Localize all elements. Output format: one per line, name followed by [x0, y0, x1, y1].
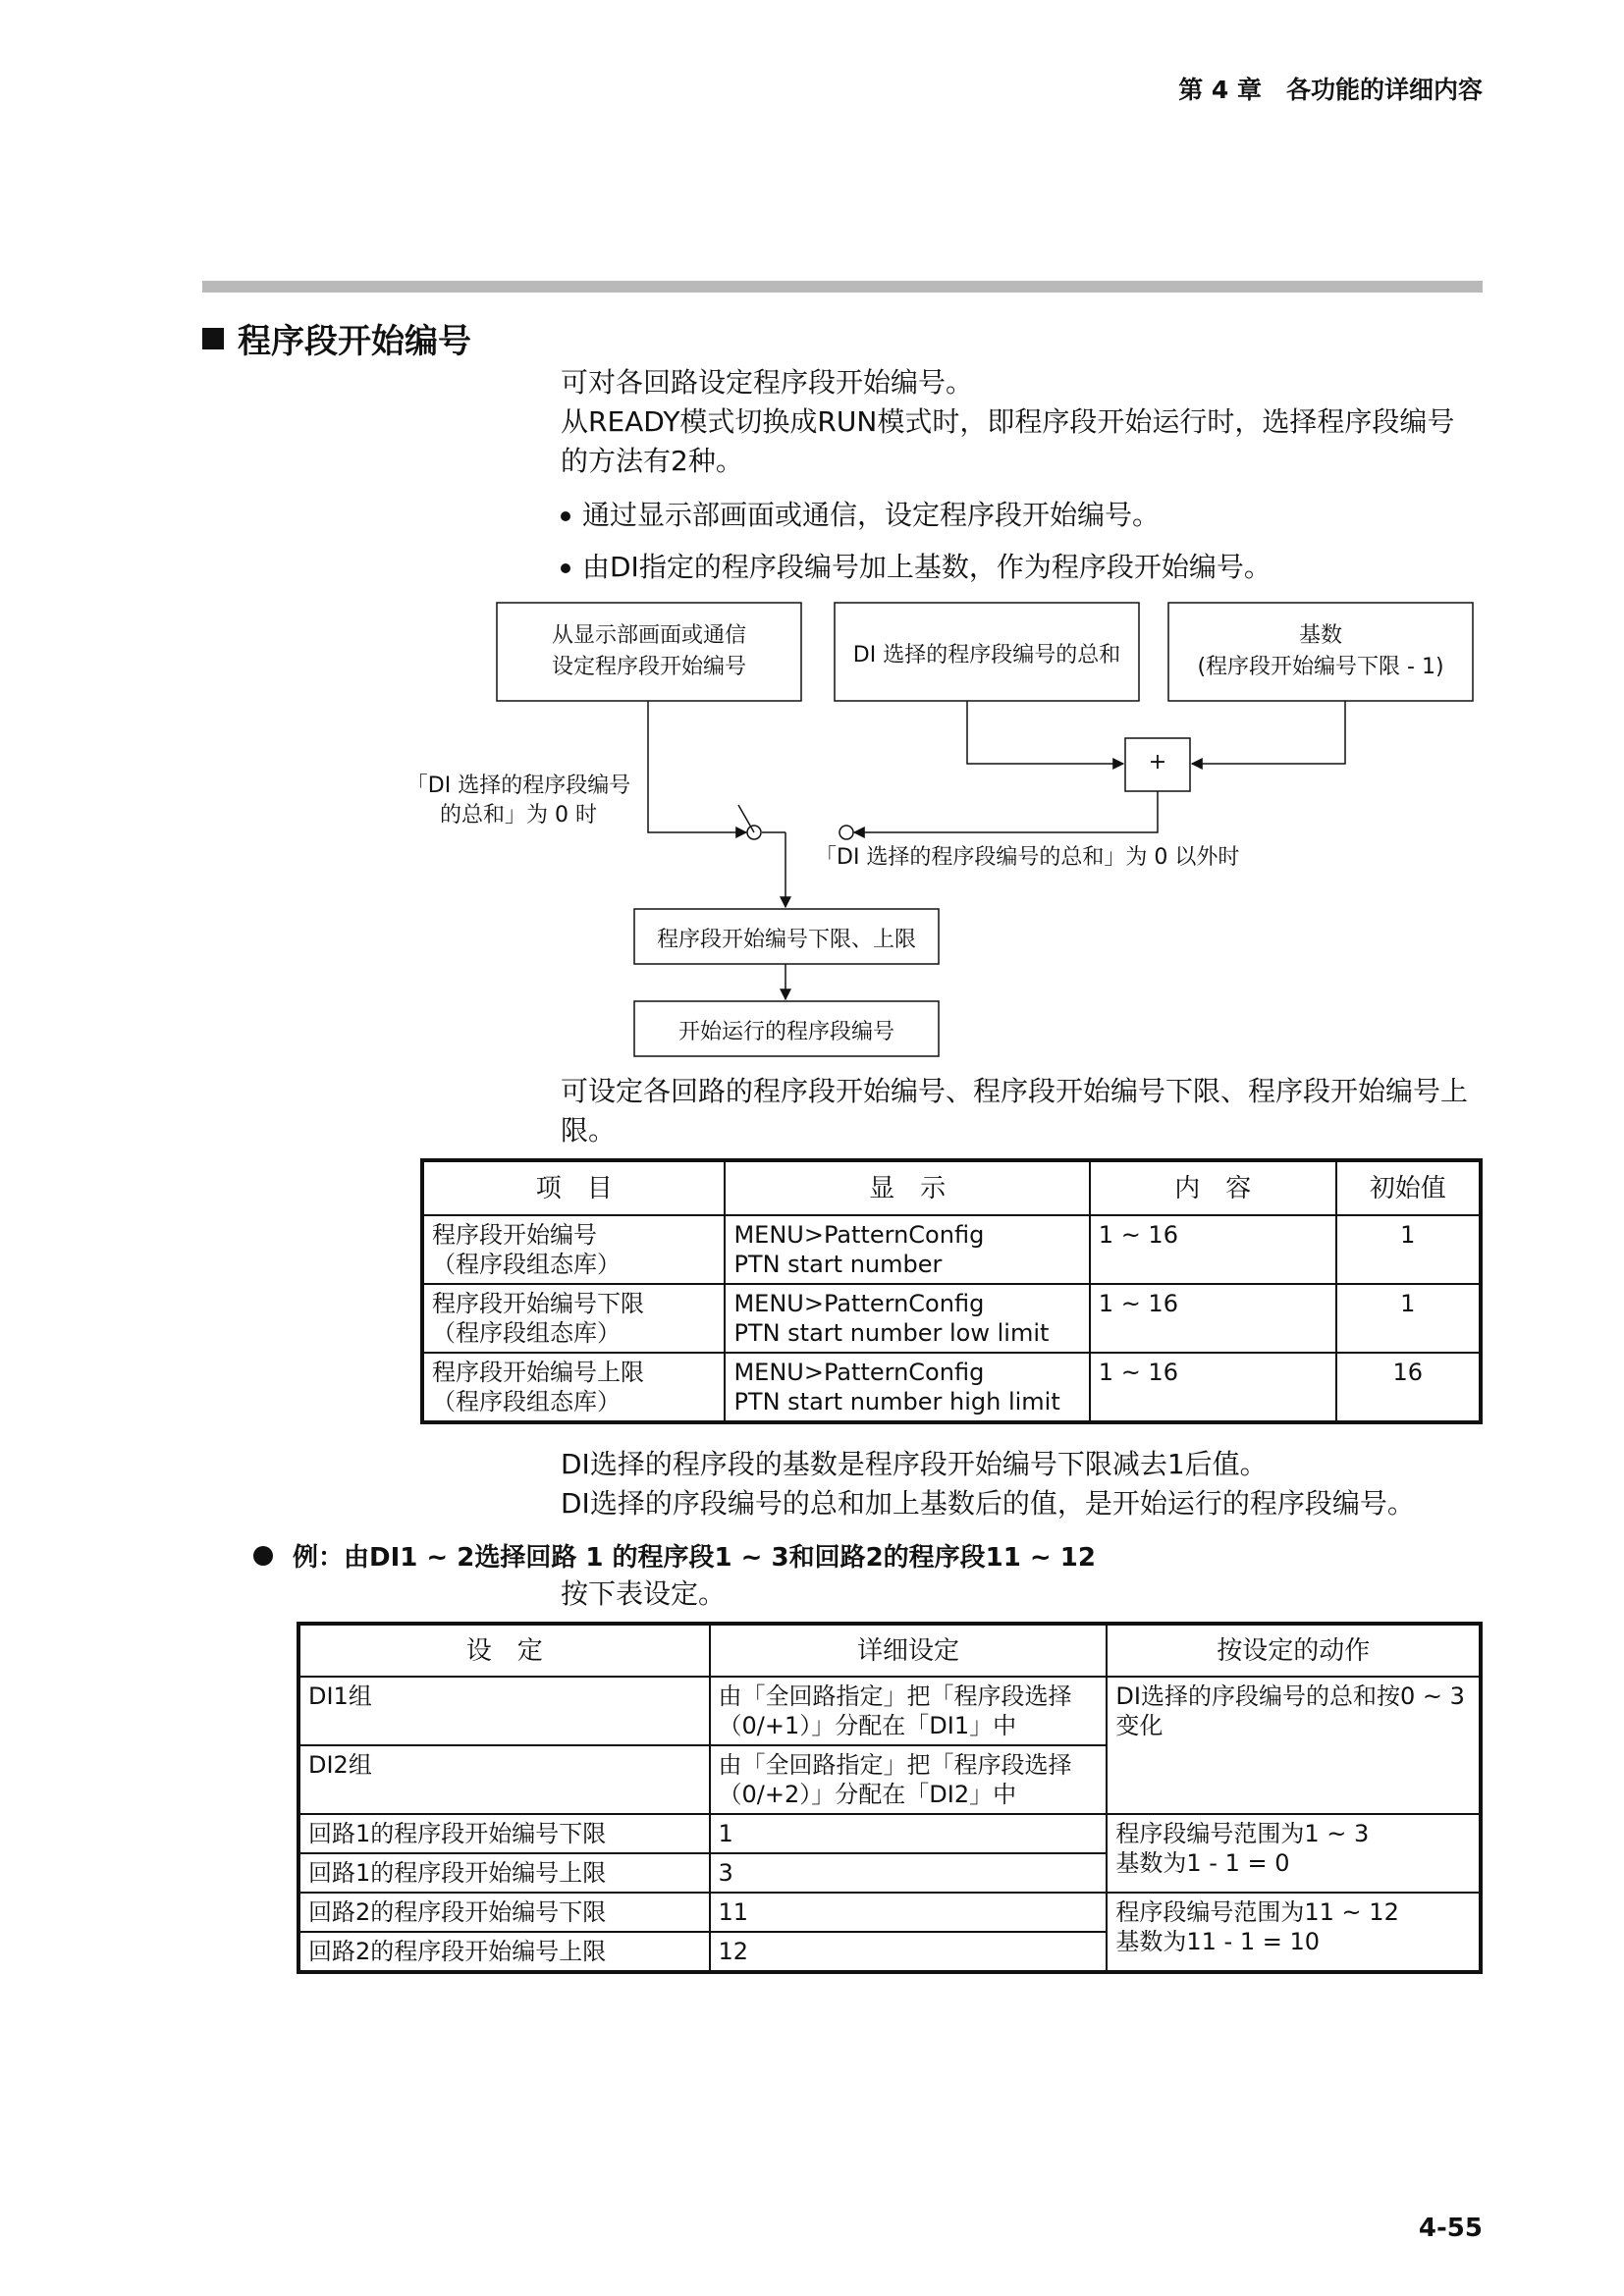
switch-lever — [738, 805, 754, 832]
box-base-line1: 基数 — [1298, 623, 1342, 648]
header-setting: 设 定 — [298, 1624, 710, 1677]
box-base-line2: (程序段开始编号下限 - 1) — [1197, 655, 1444, 679]
bullet-text: 由DI指定的程序段编号加上基数，作为程序段开始编号。 — [582, 551, 1272, 583]
cell-detail: 11 — [710, 1893, 1108, 1932]
header-action: 按设定的动作 — [1107, 1624, 1481, 1677]
box-limits-label: 程序段开始编号下限、上限 — [656, 928, 916, 952]
header-item: 项 目 — [422, 1160, 725, 1215]
cell-detail: 12 — [710, 1932, 1108, 1972]
cell-display: MENU>PatternConfig PTN start number high limit — [725, 1353, 1089, 1422]
header-detail: 详细设定 — [710, 1624, 1108, 1677]
cell-display: MENU>PatternConfig PTN start number — [725, 1215, 1089, 1284]
cell-item: 程序段开始编号下限 （程序段组态库） — [422, 1284, 725, 1353]
box-base-label — [1168, 620, 1473, 683]
table-header-row — [298, 1624, 1481, 1677]
chapter-header: 第 4 章 各功能的详细内容 — [1178, 76, 1483, 104]
table-row — [298, 1893, 1481, 1932]
after-diagram-line-1: 可设定各回路的程序段开始编号、程序段开始编号下限、程序段开始编号上 — [561, 1075, 1469, 1107]
condition-zero-label — [401, 772, 636, 830]
section-title-text: 程序段开始编号 — [238, 322, 471, 361]
flow-diagram — [0, 0, 1624, 1080]
bullet-dot-icon — [253, 1546, 273, 1566]
cell-initial: 16 — [1336, 1353, 1481, 1422]
cell-detail: 3 — [710, 1853, 1108, 1893]
table-row — [422, 1215, 1481, 1284]
cell-setting: 回路1的程序段开始编号上限 — [298, 1853, 710, 1893]
cell-item: 程序段开始编号 （程序段组态库） — [422, 1215, 725, 1284]
bullet-text: 通过显示部画面或通信，设定程序段开始编号。 — [582, 499, 1161, 531]
cell-content: 1 ~ 16 — [1090, 1284, 1336, 1353]
box-display-line2: 设定程序段开始编号 — [551, 655, 746, 679]
cell-setting: DI1组 — [298, 1677, 710, 1745]
cell-display: MENU>PatternConfig PTN start number low limit — [725, 1284, 1089, 1353]
cell-detail: 1 — [710, 1814, 1108, 1853]
header-initial: 初始值 — [1336, 1160, 1481, 1215]
cell-setting: 回路2的程序段开始编号上限 — [298, 1932, 710, 1972]
table-header-row — [422, 1160, 1481, 1215]
settings-table — [420, 1158, 1483, 1424]
plus-label: + — [1148, 750, 1167, 774]
example-title — [253, 1537, 1096, 1574]
switch-contact — [839, 826, 853, 839]
cell-detail: 由「全回路指定」把「程序段选择（0/+1）」分配在「DI1」中 — [710, 1677, 1108, 1745]
example-subtitle: 按下表设定。 — [561, 1577, 727, 1610]
cell-detail: 由「全回路指定」把「程序段选择（0/+2）」分配在「DI2」中 — [710, 1745, 1108, 1814]
table-row — [298, 1814, 1481, 1853]
table-row — [422, 1284, 1481, 1353]
condition-nonzero-label: 「DI 选择的程序段编号的总和」为 0 以外时 — [815, 845, 1240, 870]
box-display-line1: 从显示部画面或通信 — [551, 623, 746, 648]
box-start-label: 开始运行的程序段编号 — [677, 1020, 894, 1044]
cell-content: 1 ~ 16 — [1090, 1215, 1336, 1284]
intro-line-1: 可对各回路设定程序段开始编号。 — [561, 366, 974, 399]
box-display-label — [497, 620, 801, 683]
cell-action: 程序段编号范围为1 ~ 3 基数为1 - 1 = 0 — [1107, 1814, 1481, 1893]
intro-line-2: 从READY模式切换成RUN模式时，即程序段开始运行时，选择程序段编号 — [561, 405, 1455, 438]
cell-item: 程序段开始编号上限 （程序段组态库） — [422, 1353, 725, 1422]
condition-zero-line1: 「DI 选择的程序段编号 — [406, 774, 631, 798]
after-diagram-line-2: 限。 — [561, 1114, 617, 1147]
example-title-text: 例：由DI1 ~ 2选择回路 1 的程序段1 ~ 3和回路2的程序段11 ~ 12 — [293, 1543, 1096, 1573]
cell-setting: 回路1的程序段开始编号下限 — [298, 1814, 710, 1853]
cell-initial: 1 — [1336, 1215, 1481, 1284]
note-line-1: DI选择的程序段的基数是程序段开始编号下限减去1后值。 — [561, 1448, 1268, 1480]
cell-action: 程序段编号范围为11 ~ 12 基数为11 - 1 = 10 — [1107, 1893, 1481, 1972]
cell-initial: 1 — [1336, 1284, 1481, 1353]
example-table — [297, 1622, 1483, 1974]
table-row — [298, 1677, 1481, 1745]
header-display: 显 示 — [725, 1160, 1089, 1215]
cell-content: 1 ~ 16 — [1090, 1353, 1336, 1422]
cell-action: DI选择的序段编号的总和按0 ~ 3变化 — [1107, 1677, 1481, 1814]
box-di-sum-label: DI 选择的程序段编号的总和 — [852, 643, 1121, 667]
page-number: 4-55 — [1418, 2214, 1483, 2243]
cell-setting: 回路2的程序段开始编号下限 — [298, 1893, 710, 1932]
intro-line-3: 的方法有2种。 — [561, 445, 743, 477]
table-row — [422, 1353, 1481, 1422]
header-content: 内 容 — [1090, 1160, 1336, 1215]
condition-zero-line2: 的总和」为 0 时 — [440, 803, 597, 828]
cell-setting: DI2组 — [298, 1745, 710, 1814]
note-line-2: DI选择的序段编号的总和加上基数后的值，是开始运行的程序段编号。 — [561, 1487, 1415, 1520]
